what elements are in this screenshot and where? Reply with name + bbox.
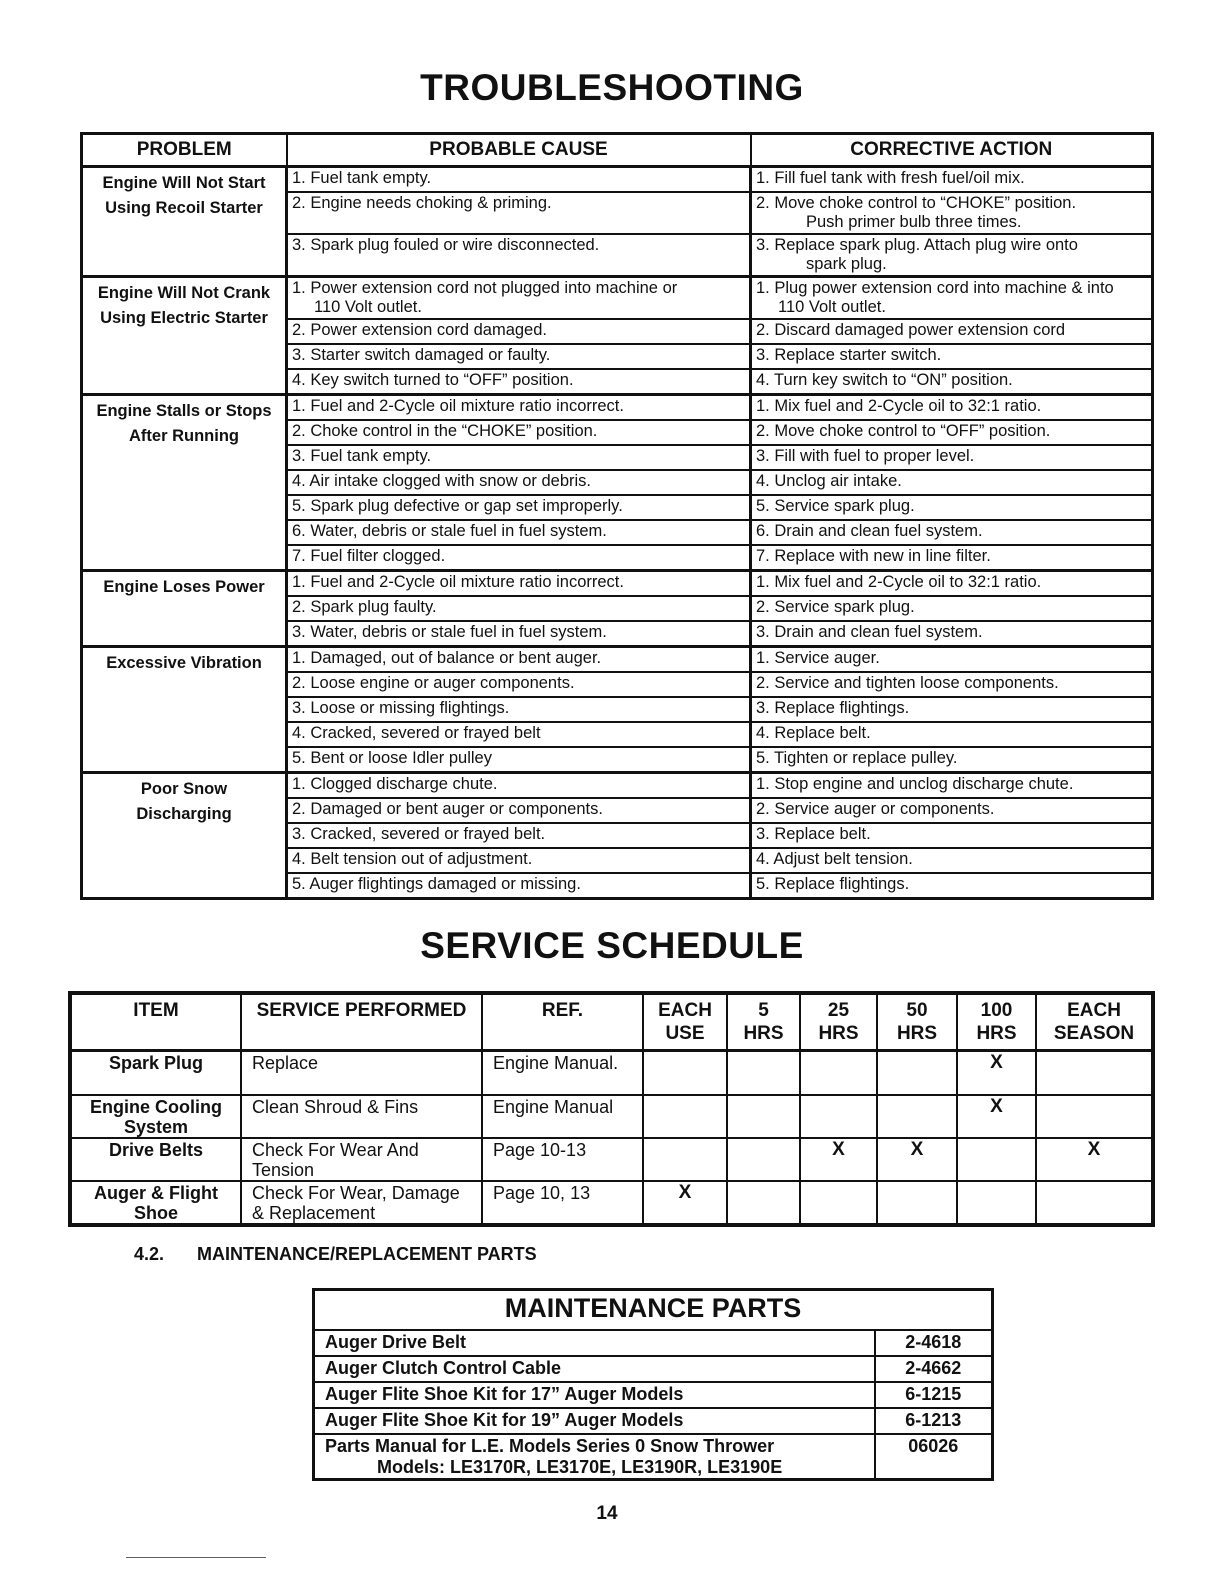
schedule-item: [70, 1095, 241, 1138]
part-description-line: Parts Manual for L.E. Models Series 0 Snow Thrower: [325, 1436, 775, 1456]
part-description: [314, 1408, 875, 1434]
footer-rule: [126, 1557, 266, 1558]
action-cell: [751, 873, 1153, 899]
part-description-line: Auger Flite Shoe Kit for 19” Auger Models: [325, 1410, 684, 1430]
cause-line: 7. Fuel filter clogged.: [292, 547, 446, 565]
action-line: 2. Service auger or components.: [756, 800, 995, 818]
action-line: 2. Discard damaged power extension cord: [756, 321, 1066, 339]
problem-line: Using Electric Starter: [100, 309, 268, 327]
action-line: 3. Replace starter switch.: [756, 346, 942, 364]
troubleshooting-table: [80, 132, 1154, 900]
schedule-header-line: SEASON: [1053, 1023, 1135, 1044]
action-cell: [751, 697, 1153, 722]
schedule-service: [241, 1138, 482, 1181]
cause-line: 5. Bent or loose Idler pulley: [292, 749, 492, 767]
schedule-mark: [643, 1138, 727, 1181]
action-cell: [751, 470, 1153, 495]
service-schedule-table: [68, 991, 1155, 1227]
cause-cell: [287, 495, 751, 520]
maintenance-parts-table: [312, 1288, 994, 1481]
problem-cell: [82, 571, 287, 647]
schedule-service-line: Clean Shroud & Fins: [252, 1096, 419, 1117]
action-line: 2. Service spark plug.: [756, 598, 915, 616]
cause-cell: [287, 647, 751, 673]
schedule-row: [70, 1181, 1153, 1225]
schedule-row: [70, 1051, 1153, 1095]
action-line: 2. Service and tighten loose components.: [756, 674, 1059, 692]
troubleshooting-row: [82, 773, 1153, 799]
troubleshooting-row: [82, 277, 1153, 320]
cause-cell: [287, 319, 751, 344]
schedule-item-line: Auger & Flight: [94, 1182, 218, 1203]
schedule-mark: [1036, 1181, 1153, 1225]
part-description-line: Auger Clutch Control Cable: [325, 1358, 562, 1378]
part-number: 2-4618: [875, 1330, 993, 1356]
action-line: 1. Stop engine and unclog discharge chute.: [756, 775, 1074, 793]
schedule-service-line: & Replacement: [252, 1202, 376, 1223]
problem-cell: [82, 277, 287, 395]
schedule-header-cell: [800, 993, 877, 1051]
cause-line: 1. Power extension cord not plugged into machine or: [292, 279, 678, 297]
problem-cell: [82, 773, 287, 899]
part-row: [314, 1382, 993, 1408]
schedule-ref: Engine Manual.: [482, 1051, 643, 1095]
problem-line: Engine Will Not Crank: [97, 284, 271, 302]
action-cell: [751, 848, 1153, 873]
schedule-item-line: Engine Cooling: [90, 1096, 222, 1117]
part-description-line: Models: LE3170R, LE3170E, LE3190R, LE3190E: [377, 1457, 783, 1477]
schedule-header-cell: [241, 993, 482, 1051]
action-cell: [751, 344, 1153, 369]
problem-line: After Running: [129, 427, 239, 445]
action-cell: [751, 319, 1153, 344]
action-cell: [751, 167, 1153, 193]
action-line: 6. Drain and clean fuel system.: [756, 522, 983, 540]
schedule-header-line: HRS: [896, 1023, 938, 1044]
schedule-mark: [957, 1181, 1036, 1225]
schedule-mark: [800, 1181, 877, 1225]
schedule-service-line: Replace: [252, 1053, 319, 1073]
action-line: 110 Volt outlet.: [778, 298, 886, 316]
header-corrective-action: CORRECTIVE ACTION: [751, 134, 1153, 167]
schedule-row: [70, 1095, 1153, 1138]
schedule-header-line: 5: [758, 1000, 769, 1021]
action-cell: [751, 647, 1153, 673]
troubleshooting-row: [82, 395, 1153, 421]
cause-line: 4. Cracked, severed or frayed belt: [292, 724, 541, 742]
header-probable-cause: PROBABLE CAUSE: [287, 134, 751, 167]
action-cell: [751, 420, 1153, 445]
cause-line: 2. Damaged or bent auger or components.: [292, 800, 603, 818]
action-cell: [751, 277, 1153, 320]
schedule-item-line: Spark Plug: [108, 1053, 204, 1073]
cause-line: 2. Loose engine or auger components.: [292, 674, 575, 692]
cause-line: 3. Fuel tank empty.: [292, 447, 432, 465]
action-line: Push primer bulb three times.: [806, 213, 1022, 231]
action-line: 1. Mix fuel and 2-Cycle oil to 32:1 ratio.: [756, 573, 1042, 591]
action-line: 3. Drain and clean fuel system.: [756, 623, 983, 641]
problem-line: Poor Snow: [140, 780, 228, 798]
schedule-header-line: ITEM: [133, 1000, 179, 1021]
schedule-header-cell: [1036, 993, 1153, 1051]
part-number: 6-1213: [875, 1408, 993, 1434]
action-cell: [751, 369, 1153, 395]
schedule-header-cell: [70, 993, 241, 1051]
action-line: 3. Replace belt.: [756, 825, 871, 843]
schedule-header-line: 50: [906, 1000, 928, 1021]
schedule-item: [70, 1181, 241, 1225]
cause-cell: [287, 234, 751, 277]
troubleshooting-header-row: [82, 134, 1153, 167]
action-line: 4. Replace belt.: [756, 724, 871, 742]
schedule-header-cell: [957, 993, 1036, 1051]
cause-line: 1. Fuel tank empty.: [292, 169, 432, 187]
problem-line: Using Recoil Starter: [105, 199, 263, 217]
section-title: MAINTENANCE/REPLACEMENT PARTS: [197, 1244, 537, 1264]
action-cell: [751, 722, 1153, 747]
cause-line: 5. Auger flightings damaged or missing.: [292, 875, 581, 893]
action-line: 4. Turn key switch to “ON” position.: [756, 371, 1013, 389]
schedule-service: [241, 1051, 482, 1095]
schedule-mark: [727, 1051, 800, 1095]
page-number: 14: [596, 1503, 618, 1524]
action-cell: [751, 747, 1153, 773]
cause-line: 2. Choke control in the “CHOKE” position.: [292, 422, 598, 440]
problem-cell: [82, 395, 287, 571]
cause-line: 1. Damaged, out of balance or bent auger.: [292, 649, 602, 667]
cause-line: 1. Clogged discharge chute.: [292, 775, 498, 793]
action-cell: [751, 234, 1153, 277]
action-cell: [751, 395, 1153, 421]
action-cell: [751, 571, 1153, 597]
schedule-service-line: Check For Wear, Damage: [252, 1182, 460, 1203]
schedule-header-line: EACH: [658, 1000, 712, 1021]
schedule-header-line: HRS: [743, 1023, 784, 1044]
cause-cell: [287, 823, 751, 848]
cause-cell: [287, 773, 751, 799]
schedule-item: [70, 1051, 241, 1095]
problem-line: Excessive Vibration: [106, 654, 262, 672]
cause-line: 3. Water, debris or stale fuel in fuel system.: [292, 623, 607, 641]
schedule-item-line: System: [123, 1116, 189, 1137]
action-cell: [751, 773, 1153, 799]
schedule-mark: X: [800, 1138, 877, 1181]
action-cell: [751, 545, 1153, 571]
schedule-mark: [643, 1095, 727, 1138]
cause-cell: [287, 420, 751, 445]
schedule-mark: [957, 1138, 1036, 1181]
action-cell: [751, 823, 1153, 848]
schedule-item-line: Drive Belts: [108, 1139, 204, 1160]
schedule-header-line: 25: [827, 1000, 850, 1021]
cause-cell: [287, 747, 751, 773]
schedule-mark: [643, 1051, 727, 1095]
part-description: [314, 1330, 875, 1356]
schedule-mark: [877, 1095, 957, 1138]
schedule-header-cell: [643, 993, 727, 1051]
action-line: 4. Unclog air intake.: [756, 472, 902, 490]
schedule-service-line: Tension: [252, 1159, 315, 1180]
service-schedule-header-row: [70, 993, 1153, 1051]
cause-cell: [287, 192, 751, 234]
action-cell: [751, 672, 1153, 697]
cause-line: 2. Engine needs choking & priming.: [292, 194, 552, 212]
problem-line: Discharging: [136, 805, 232, 823]
cause-cell: [287, 545, 751, 571]
action-line: 3. Replace flightings.: [756, 699, 910, 717]
schedule-header-line: SERVICE PERFORMED: [256, 1000, 467, 1021]
cause-cell: [287, 167, 751, 193]
problem-line: Engine Will Not Start: [102, 174, 266, 192]
schedule-header-line: EACH: [1067, 1000, 1121, 1021]
schedule-item-line: Shoe: [133, 1202, 178, 1223]
schedule-mark: [877, 1181, 957, 1225]
schedule-mark: [727, 1095, 800, 1138]
schedule-mark: [1036, 1051, 1153, 1095]
schedule-mark: [727, 1181, 800, 1225]
schedule-row: [70, 1138, 1153, 1181]
schedule-header-cell: [482, 993, 643, 1051]
schedule-mark: X: [643, 1181, 727, 1225]
schedule-ref: Page 10-13: [482, 1138, 643, 1181]
problem-cell: [82, 167, 287, 277]
troubleshooting-title: TROUBLESHOOTING: [420, 67, 804, 108]
part-number: 06026: [875, 1434, 993, 1480]
schedule-ref: Page 10, 13: [482, 1181, 643, 1225]
troubleshooting-row: [82, 167, 1153, 193]
action-cell: [751, 192, 1153, 234]
schedule-mark: [1036, 1095, 1153, 1138]
part-row: [314, 1434, 993, 1480]
action-line: 7. Replace with new in line filter.: [756, 547, 991, 565]
cause-cell: [287, 571, 751, 597]
part-row: [314, 1330, 993, 1356]
cause-line: 6. Water, debris or stale fuel in fuel system.: [292, 522, 607, 540]
schedule-header-line: USE: [665, 1023, 705, 1044]
problem-line: Engine Stalls or Stops: [96, 402, 272, 420]
cause-cell: [287, 445, 751, 470]
schedule-mark: [800, 1051, 877, 1095]
section-number: 4.2.: [134, 1244, 165, 1264]
action-line: 4. Adjust belt tension.: [756, 850, 913, 868]
problem-cell: [82, 647, 287, 773]
troubleshooting-row: [82, 647, 1153, 673]
schedule-mark: X: [957, 1095, 1036, 1138]
action-line: 1. Plug power extension cord into machine & into: [756, 279, 1114, 297]
action-line: 3. Replace spark plug. Attach plug wire onto: [756, 236, 1078, 254]
part-description-line: Auger Drive Belt: [325, 1332, 467, 1352]
section-heading: [134, 1244, 537, 1265]
schedule-mark: [800, 1095, 877, 1138]
action-line: 2. Move choke control to “CHOKE” position.: [756, 194, 1077, 212]
cause-cell: [287, 722, 751, 747]
schedule-header-line: HRS: [976, 1023, 1017, 1044]
schedule-ref: Engine Manual: [482, 1095, 643, 1138]
action-cell: [751, 445, 1153, 470]
cause-line: 1. Fuel and 2-Cycle oil mixture ratio incorrect.: [292, 397, 624, 415]
part-description: [314, 1382, 875, 1408]
schedule-service: [241, 1095, 482, 1138]
cause-line: 2. Power extension cord damaged.: [292, 321, 547, 339]
part-number: 6-1215: [875, 1382, 993, 1408]
schedule-header-cell: [877, 993, 957, 1051]
action-line: 1. Mix fuel and 2-Cycle oil to 32:1 ratio.: [756, 397, 1042, 415]
cause-line: 1. Fuel and 2-Cycle oil mixture ratio incorrect.: [292, 573, 624, 591]
schedule-mark: [877, 1051, 957, 1095]
schedule-header-cell: [727, 993, 800, 1051]
cause-cell: [287, 596, 751, 621]
action-cell: [751, 621, 1153, 647]
cause-cell: [287, 697, 751, 722]
schedule-mark: X: [877, 1138, 957, 1181]
header-problem: PROBLEM: [82, 134, 287, 167]
cause-line: 3. Cracked, severed or frayed belt.: [292, 825, 546, 843]
cause-line: 4. Air intake clogged with snow or debris.: [292, 472, 591, 490]
action-cell: [751, 596, 1153, 621]
cause-cell: [287, 798, 751, 823]
action-line: 1. Service auger.: [756, 649, 880, 667]
part-description: [314, 1356, 875, 1382]
cause-cell: [287, 848, 751, 873]
part-description: [314, 1434, 875, 1480]
schedule-mark: X: [1036, 1138, 1153, 1181]
cause-cell: [287, 369, 751, 395]
cause-cell: [287, 395, 751, 421]
cause-line: 5. Spark plug defective or gap set improperly.: [292, 497, 623, 515]
cause-cell: [287, 873, 751, 899]
action-line: 5. Replace flightings.: [756, 875, 910, 893]
cause-line: 110 Volt outlet.: [314, 298, 422, 316]
schedule-header-line: 100: [980, 1000, 1013, 1021]
part-row: [314, 1408, 993, 1434]
cause-line: 3. Loose or missing flightings.: [292, 699, 510, 717]
cause-cell: [287, 277, 751, 320]
action-cell: [751, 520, 1153, 545]
action-line: 5. Tighten or replace pulley.: [756, 749, 958, 767]
schedule-mark: X: [957, 1051, 1036, 1095]
cause-cell: [287, 470, 751, 495]
action-line: spark plug.: [806, 255, 887, 273]
schedule-service-line: Check For Wear And: [252, 1139, 419, 1160]
action-cell: [751, 495, 1153, 520]
cause-line: 4. Belt tension out of adjustment.: [292, 850, 533, 868]
action-line: 3. Fill with fuel to proper level.: [756, 447, 975, 465]
cause-cell: [287, 344, 751, 369]
maintenance-parts-title: MAINTENANCE PARTS: [314, 1290, 993, 1331]
schedule-header-line: HRS: [818, 1023, 859, 1044]
part-row: [314, 1356, 993, 1382]
service-schedule-title: SERVICE SCHEDULE: [420, 925, 804, 966]
schedule-mark: [727, 1138, 800, 1181]
schedule-item: [70, 1138, 241, 1181]
part-number: 2-4662: [875, 1356, 993, 1382]
part-description-line: Auger Flite Shoe Kit for 17” Auger Models: [325, 1384, 684, 1404]
action-cell: [751, 798, 1153, 823]
cause-cell: [287, 672, 751, 697]
schedule-service: [241, 1181, 482, 1225]
troubleshooting-row: [82, 571, 1153, 597]
cause-line: 4. Key switch turned to “OFF” position.: [292, 371, 574, 389]
cause-line: 3. Spark plug fouled or wire disconnected.: [292, 236, 600, 254]
problem-line: Engine Loses Power: [103, 578, 265, 596]
schedule-header-line: REF.: [541, 1000, 584, 1021]
cause-line: 2. Spark plug faulty.: [292, 598, 437, 616]
action-line: 2. Move choke control to “OFF” position.: [756, 422, 1051, 440]
action-line: 5. Service spark plug.: [756, 497, 915, 515]
cause-cell: [287, 520, 751, 545]
cause-cell: [287, 621, 751, 647]
action-line: 1. Fill fuel tank with fresh fuel/oil mix.: [756, 169, 1025, 187]
cause-line: 3. Starter switch damaged or faulty.: [292, 346, 551, 364]
